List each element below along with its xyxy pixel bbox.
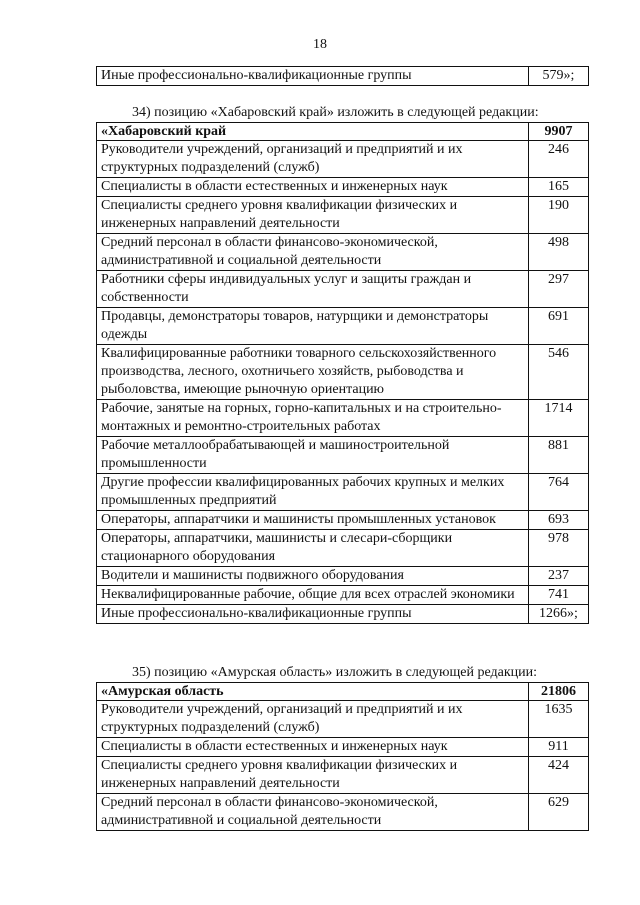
table-row: [97, 197, 589, 234]
table-row: [97, 794, 589, 831]
table-row: [97, 757, 589, 794]
occupation-group: Руководители учреждений, организаций и предприятий и их структурных подразделений (служб): [97, 701, 529, 738]
occupation-group: Квалифицированные работники товарного сельскохозяйственного производства, лесного, охотничьего хозяйств, рыбоводства и рыболовства, имеющие рыночную ориентацию: [97, 345, 529, 400]
occupation-group: Специалисты среднего уровня квалификации физических и инженерных направлений деятельности: [97, 757, 529, 794]
table-row: [97, 308, 589, 345]
top-table: [96, 66, 589, 86]
group-count: 246: [529, 141, 589, 178]
table-row: [97, 511, 589, 530]
group-count: 764: [529, 474, 589, 511]
page-number: 18: [313, 37, 327, 52]
group-count: 165: [529, 178, 589, 197]
table-row: [97, 400, 589, 437]
table-row: [97, 567, 589, 586]
group-count: 546: [529, 345, 589, 400]
occupation-group: Средний персонал в области финансово-экономической, административной и социальной деятельности: [97, 234, 529, 271]
group-count: 691: [529, 308, 589, 345]
occupation-group: Водители и машинисты подвижного оборудования: [97, 567, 529, 586]
table-row: [97, 345, 589, 400]
occupation-group: Операторы, аппаратчики и машинисты промышленных установок: [97, 511, 529, 530]
occupation-group: Специалисты в области естественных и инженерных наук: [97, 738, 529, 757]
amur-table: [96, 682, 589, 831]
occupation-group: Другие профессии квалифицированных рабочих крупных и мелких промышленных предприятий: [97, 474, 529, 511]
group-count: 498: [529, 234, 589, 271]
table-row: [97, 178, 589, 197]
group-count: 978: [529, 530, 589, 567]
group-count: 911: [529, 738, 589, 757]
table-row: [97, 605, 589, 624]
table-row: [97, 234, 589, 271]
occupation-group: Работники сферы индивидуальных услуг и защиты граждан и собственности: [97, 271, 529, 308]
group-count: 424: [529, 757, 589, 794]
group-count: 297: [529, 271, 589, 308]
occupation-group: Специалисты в области естественных и инженерных наук: [97, 178, 529, 197]
occupation-group: Рабочие, занятые на горных, горно-капитальных и на строительно-монтажных и ремонтно-строительных работах: [97, 400, 529, 437]
group-count: 237: [529, 567, 589, 586]
khabarovsk-table: [96, 122, 589, 624]
occupation-group: Операторы, аппаратчики, машинисты и слесари-сборщики стационарного оборудования: [97, 530, 529, 567]
group-count: 881: [529, 437, 589, 474]
section-34-intro: 34) позицию «Хабаровский край» изложить в следующей редакции:: [132, 105, 539, 120]
table-row: [97, 701, 589, 738]
group-count: 1266»;: [529, 605, 589, 624]
occupation-group: Рабочие металлообрабатывающей и машиностроительной промышленности: [97, 437, 529, 474]
region-total: 9907: [529, 123, 589, 141]
group-count: 1714: [529, 400, 589, 437]
occupation-group: Продавцы, демонстраторы товаров, натурщики и демонстраторы одежды: [97, 308, 529, 345]
occupation-group: Специалисты среднего уровня квалификации физических и инженерных направлений деятельности: [97, 197, 529, 234]
region-name: «Хабаровский край: [97, 123, 529, 141]
group-count: 579»;: [529, 67, 589, 86]
occupation-group: Руководители учреждений, организаций и предприятий и их структурных подразделений (служб): [97, 141, 529, 178]
table-header-row: [97, 123, 589, 141]
table-row: [97, 271, 589, 308]
table-header-row: [97, 683, 589, 701]
section-35-intro: 35) позицию «Амурская область» изложить в следующей редакции:: [132, 665, 538, 680]
table-row: [97, 530, 589, 567]
table-row: [97, 437, 589, 474]
group-count: 741: [529, 586, 589, 605]
group-count: 190: [529, 197, 589, 234]
group-count: 629: [529, 794, 589, 831]
table-row: [97, 474, 589, 511]
table-row: [97, 141, 589, 178]
occupation-group: Иные профессионально-квалификационные группы: [97, 67, 529, 86]
occupation-group: Неквалифицированные рабочие, общие для всех отраслей экономики: [97, 586, 529, 605]
group-count: 1635: [529, 701, 589, 738]
occupation-group: Средний персонал в области финансово-экономической, административной и социальной деятельности: [97, 794, 529, 831]
table-row: [97, 586, 589, 605]
region-name: «Амурская область: [97, 683, 529, 701]
table-row: [97, 738, 589, 757]
table-row: [97, 67, 589, 86]
group-count: 693: [529, 511, 589, 530]
region-total: 21806: [529, 683, 589, 701]
occupation-group: Иные профессионально-квалификационные группы: [97, 605, 529, 624]
